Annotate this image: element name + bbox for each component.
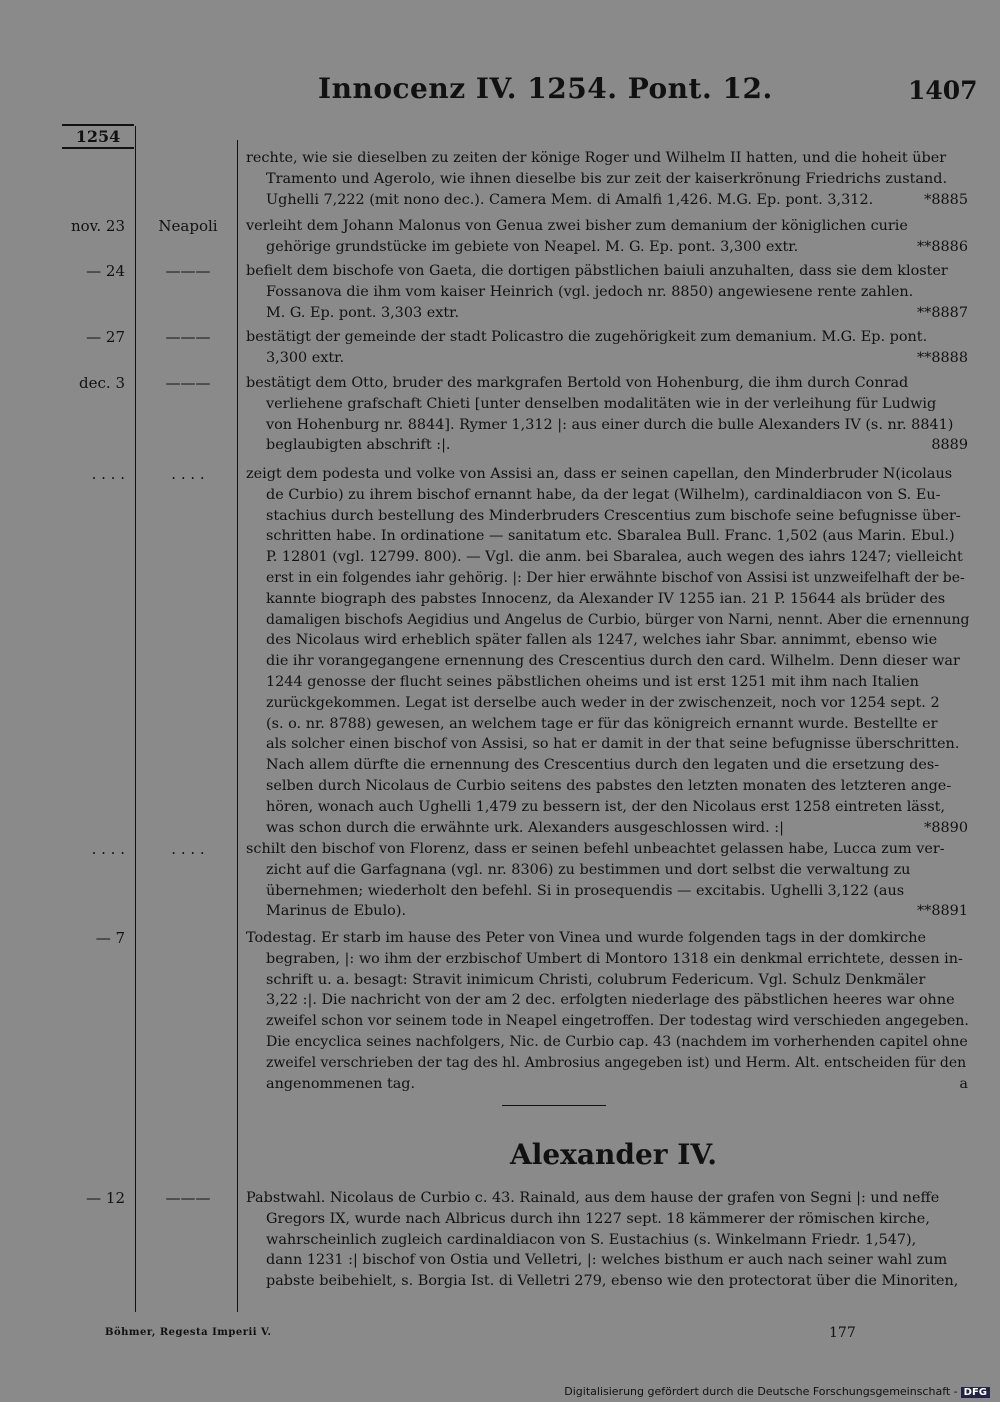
dfg-logo: DFG — [961, 1387, 990, 1398]
entry-text — [246, 327, 970, 369]
entry-line: dann 1231 :| bischof von Ostia und Velletri, |: welches bisthum er auch nach seiner wahl zum — [266, 1252, 948, 1269]
entry-line: kannte biograph des pabstes Innocenz, da Alexander IV 1255 ian. 21 P. 15644 als brüder des — [266, 590, 946, 607]
entry-line: verliehene grafschaft Chieti [unter denselben modalitäten wie in der verleihung für Ludwig — [266, 395, 937, 412]
entry-place: ——— — [165, 1189, 211, 1207]
entry-text — [246, 261, 970, 323]
column-divider-right — [237, 140, 238, 1312]
entry-line: damaligen bischofs Aegidius und Angelus de Curbio, bürger von Narni, nennt. Aber die ernennung — [266, 611, 970, 628]
entry-line: was schon durch die erwähnte urk. Alexanders ausgeschlossen wird. :| — [266, 819, 784, 836]
entry-line: 3,300 extr. — [266, 349, 345, 366]
entry-place: . . . . — [171, 840, 205, 858]
section-separator — [502, 1105, 606, 1106]
entry-line: als solcher einen bischof von Assisi, so hat er damit in der that seine befugnisse überschritten. — [266, 736, 960, 753]
entry-place: ——— — [165, 374, 211, 392]
regest-number: **8887 — [911, 303, 968, 324]
regest-number: a — [953, 1074, 968, 1095]
page-title: Innocenz IV. 1254. Pont. 12. — [318, 72, 773, 105]
entry-line: des Nicolaus wird erheblich später fallen als 1247, welches iahr Sbar. annimmt, ebenso wie — [266, 632, 938, 649]
entry-line: übernehmen; wiederholt den befehl. Si in prosequendis — excitabis. Ughelli 3,122 (aus — [266, 882, 905, 899]
regest-number: **8886 — [911, 237, 968, 258]
regest-number: **8888 — [911, 348, 968, 369]
entry-line: Nach allem dürfte die ernennung des Crescentius durch den legaten und die ersetzung des- — [266, 757, 940, 774]
entry-line: wahrscheinlich zugleich cardinaldiacon von S. Eustachius (s. Winkelmann Friedr. 1,547), — [266, 1231, 917, 1248]
entry-date: . . . . — [91, 465, 125, 483]
regest-number: *8890 — [918, 818, 968, 839]
entry-line: angenommenen tag. — [266, 1075, 416, 1092]
entry-line: gehörige grundstücke im gebiete von Neapel. M. G. Ep. pont. 3,300 extr. — [266, 238, 799, 255]
entry-place: ——— — [165, 262, 211, 280]
entry-line: zweifel schon vor seinem tode in Neapel eingetroffen. Der todestag wird verschieden angegeben. — [266, 1013, 969, 1030]
entry-line: M. G. Ep. pont. 3,303 extr. — [266, 304, 460, 321]
entry-date: — 24 — [86, 262, 125, 280]
entry-place: Neapoli — [158, 217, 218, 235]
entry-date: nov. 23 — [70, 217, 125, 235]
entry-line: die ihr vorangegangene ernennung des Crescentius durch den card. Wilhelm. Denn dieser war — [266, 653, 960, 670]
entry-line: schrift u. a. besagt: Stravit inimicum Christi, colubrum Federicum. Vgl. Schulz Denkmäler — [266, 971, 926, 988]
entry-date: . . . . — [91, 840, 125, 858]
entry-line: 3,22 :|. Die nachricht von der am 2 dec. erfolgten niederlage des päbstlichen heeres war ohne — [266, 992, 955, 1009]
entry-line: zeigt dem podesta und volke von Assisi an, dass er seinen capellan, den Minderbruder N(icolaus — [246, 466, 953, 482]
entry-line: Marinus de Ebulo). — [266, 903, 407, 920]
funding-text: Digitalisierung gefördert durch die Deutsche Forschungsgemeinschaft - — [564, 1385, 958, 1398]
entry-text — [246, 1188, 970, 1292]
entry-date: — 27 — [86, 328, 125, 346]
entry-text — [246, 839, 970, 922]
entry-line: bestätigt der gemeinde der stadt Policastro die zugehörigkeit zum demanium. M.G. Ep. pont. — [246, 329, 928, 345]
entry-line: Tramento und Agerolo, wie ihnen dieselbe bis zur zeit der kaiserkrönung Friedrichs zustand. — [266, 170, 948, 187]
entry-line: Pabstwahl. Nicolaus de Curbio c. 43. Rainald, aus dem hause der grafen von Segni |: und neffe — [246, 1190, 940, 1206]
entry-line: schritten habe. In ordinatione — sanitatum etc. Sbaralea Bull. Franc. 1,502 (aus Marin. Ebul.) — [266, 528, 955, 545]
regest-number: *8885 — [918, 190, 968, 211]
regest-number: 8889 — [925, 435, 968, 456]
entry-line: Todestag. Er starb im hause des Peter von Vinea und wurde folgenden tags in der domkirche — [246, 930, 927, 946]
entry-line: P. 12801 (vgl. 12799. 800). — Vgl. die anm. bei Sbaralea, auch wegen des iahrs 1247; vielleicht — [266, 549, 963, 566]
page-number: 1407 — [908, 76, 978, 105]
entry-line: schilt den bischof von Florenz, dass er seinen befehl unbeachtet gelassen habe, Lucca zum ver- — [246, 841, 945, 857]
entry-line: verleiht dem Johann Malonus von Genua zwei bisher zum demanium der königlichen curie — [246, 218, 908, 234]
entry-line: Gregors IX, wurde nach Albricus durch ihn 1227 sept. 18 kämmerer der römischen kirche, — [266, 1210, 930, 1227]
entry-place: . . . . — [171, 465, 205, 483]
footer-source: Böhmer, Regesta Imperii V. — [105, 1327, 272, 1338]
entry-text — [246, 373, 970, 456]
entry-date: — 12 — [86, 1189, 125, 1207]
entry-text — [246, 216, 970, 258]
column-divider-left — [135, 126, 136, 1312]
entry-line: befielt dem bischofe von Gaeta, die dortigen päbstlichen baiuli anzuhalten, dass sie dem kloster — [246, 263, 948, 279]
entry-line: Ughelli 7,222 (mit nono dec.). Camera Mem. di Amalfi 1,426. M.G. Ep. pont. 3,312. — [266, 191, 874, 208]
funding-banner — [564, 1385, 990, 1398]
entry-line: beglaubigten abschrift :|. — [266, 437, 451, 454]
entry-date: dec. 3 — [79, 374, 125, 392]
entry-line: pabste beibehielt, s. Borgia Ist. di Velletri 279, ebenso wie den protectorat über die Minoriten, — [266, 1273, 959, 1290]
entry-line: zurückgekommen. Legat ist derselbe auch weder in der zwischenzeit, noch vor 1254 sept. 2 — [266, 694, 940, 711]
entry-line: zweifel verschrieben der tag des hl. Ambrosius angegeben ist) und Herm. Alt. entscheiden für den — [266, 1054, 967, 1071]
entry-line: bestätigt dem Otto, bruder des markgrafen Bertold von Hohenburg, die ihm durch Conrad — [246, 375, 909, 391]
footer-page-number: 177 — [829, 1325, 856, 1341]
entry-text — [246, 148, 970, 210]
entry-line: von Hohenburg nr. 8844]. Rymer 1,312 |: aus einer durch die bulle Alexanders IV (s. nr. 8841) — [266, 416, 954, 433]
section-title: Alexander IV. — [510, 1138, 717, 1171]
entry-line: de Curbio) zu ihrem bischof ernannt habe, da der legat (Wilhelm), cardinaldiacon von S. Eu- — [266, 486, 941, 503]
entry-text — [246, 928, 970, 1094]
entry-line: hören, wonach auch Ughelli 1,479 zu bessern ist, der den Nicolaus erst 1258 eintreten lässt, — [266, 798, 946, 815]
entry-line: 1244 genosse der flucht seines päbstlichen oheims und ist erst 1251 mit ihm nach Italien — [266, 673, 919, 690]
entry-line: zicht auf die Garfagnana (vgl. nr. 8306) zu bestimmen und dort selbst die verwaltung zu — [266, 861, 911, 878]
entry-place: ——— — [165, 328, 211, 346]
entry-line: erst in ein folgendes iahr gehörig. |: Der hier erwähnte bischof von Assisi ist unzweifelhaft der be- — [266, 569, 965, 586]
entry-line: selben durch Nicolaus de Curbio seitens des pabstes den letzten monaten des letzteren ange- — [266, 777, 952, 794]
entry-line: Fossanova die ihm vom kaiser Heinrich (vgl. jedoch nr. 8850) angewiesene rente zahlen. — [266, 283, 914, 300]
entry-line: begraben, |: wo ihm der erzbischof Umbert di Montoro 1318 ein denkmal errichtete, dessen in- — [266, 950, 963, 967]
regest-number: **8891 — [911, 901, 968, 922]
entry-text — [246, 464, 970, 838]
entry-line: Die encyclica seines nachfolgers, Nic. de Curbio cap. 43 (nachdem im vorherhenden capitel ohne — [266, 1033, 968, 1050]
entry-line: rechte, wie sie dieselben zu zeiten der könige Roger und Wilhelm II hatten, und die hoheit über — [246, 150, 947, 166]
entry-line: (s. o. nr. 8788) gewesen, an welchem tage er für das königreich ernannt wurde. Bestellte er — [266, 715, 938, 732]
year-label: 1254 — [62, 124, 134, 149]
entry-line: stachius durch bestellung des Minderbruders Crescentius zum bischofe seine befugnisse über- — [266, 507, 961, 524]
entry-date: — 7 — [95, 929, 125, 947]
